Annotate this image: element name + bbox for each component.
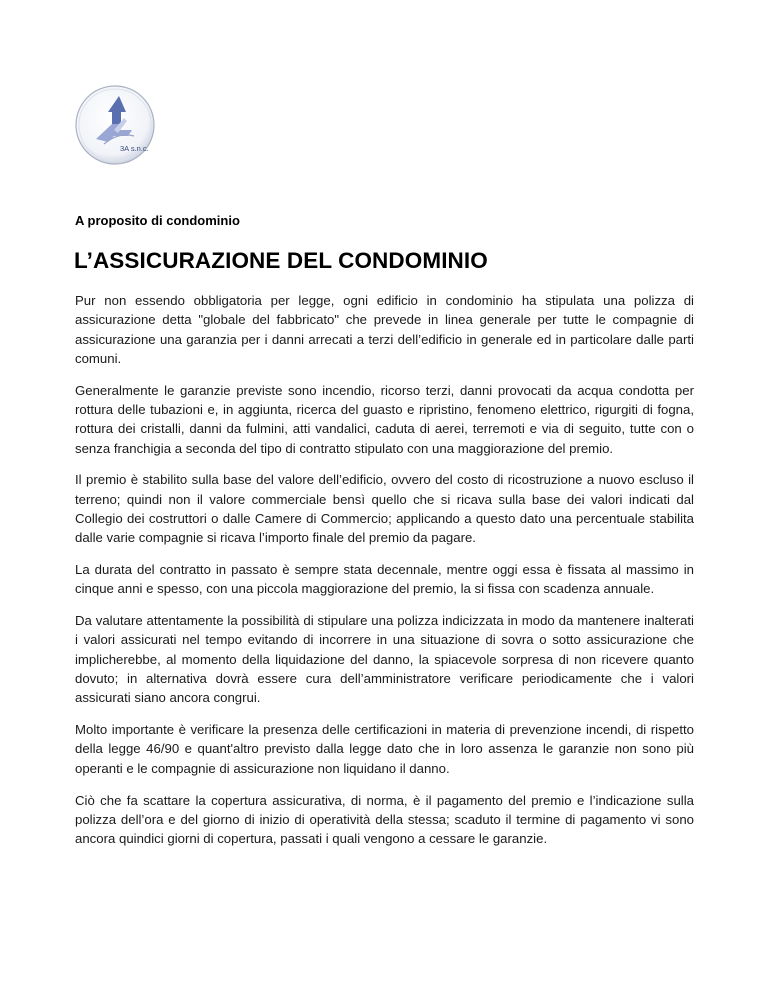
article-body <box>75 291 694 861</box>
page-title: L’ASSICURAZIONE DEL CONDOMINIO <box>74 248 488 273</box>
paragraph: Ciò che fa scattare la copertura assicurativa, di norma, è il pagamento del premio e l’indicazione sulla polizza dell’ora e del giorno di inizio di operatività della stessa; scaduto il termine di pagamento vi sono ancora quindici giorni di copertura, passati i quali vengono a cessare le garanzie. <box>75 792 694 847</box>
paragraph: Molto importante è verificare la presenza delle certificazioni in materia di prevenzione incendi, di rispetto della legge 46/90 e quant'altro previsto dalla legge dato che in loro assenza le garanzie non sono più operanti e le compagnie di assicurazione non liquidano il danno. <box>75 722 694 776</box>
paragraph: Pur non essendo obbligatoria per legge, ogni edificio in condominio ha stipulata una polizza di assicurazione detta "globale del fabbricato" che prevede in linea generale per tutte le compagnie di assicurazione una garanzia per i danni arrecati a terzi dell’edificio in generale ed in particolare dalle parti comuni. <box>75 293 694 366</box>
company-logo <box>74 84 156 166</box>
section-kicker: A proposito di condominio <box>75 213 240 228</box>
paragraph: Il premio è stabilito sulla base del valore dell’edificio, ovvero del costo di ricostruzione a nuovo escluso il terreno; quindi non il valore commerciale bensì quello che si ricava sulla base dei valori indicati dal Collegio dei costruttori o dalle Camere di Commercio; applicando a questo dato una percentuale stabilita dalle varie compagnie si ricava l’importo finale del premio da pagare. <box>75 472 694 546</box>
paragraph: Da valutare attentamente la possibilità di stipulare una polizza indicizzata in modo da mantenere inalterati i valori assicurati nel tempo evitando di incorrere in una situazione di sovra o sotto assicurazione che implicherebbe, al momento della liquidazione del danno, la spiacevole sorpresa di non ricevere quanto dovuto; in alternativa dovrà essere cura dell’amministratore verificare periodicamente che i valori assicurati siano ancora congrui. <box>75 613 694 706</box>
paragraph: La durata del contratto in passato è sempre stata decennale, mentre oggi essa è fissata al massimo in cinque anni e spesso, con una piccola maggiorazione del premio, la si fissa con scadenza annuale. <box>75 562 694 597</box>
house-arrow-logo-icon <box>74 84 156 166</box>
logo-text: 3A s.n.c. <box>120 144 149 153</box>
paragraph: Generalmente le garanzie previste sono incendio, ricorso terzi, danni provocati da acqua condotta per rottura delle tubazioni e, in aggiunta, ricerca del guasto e ripristino, fenomeno elettrico, rigurgiti di fogna, rottura dei cristalli, danni da fulmini, atti vandalici, caduta di aerei, terremoti e via di seguito, tutte con o senza franchigia a seconda del tipo di contratto stipulato con una maggiorazione del premio. <box>75 382 694 456</box>
